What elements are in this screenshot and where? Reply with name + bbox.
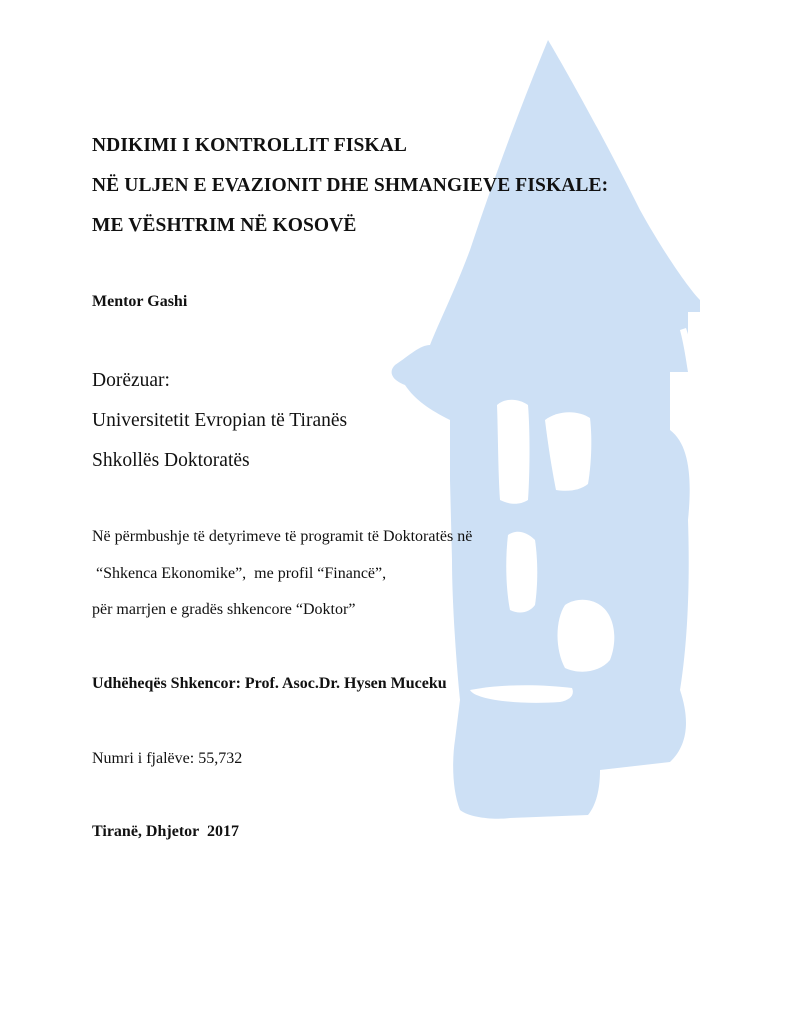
title-line-1: NDIKIMI I KONTROLLIT FISKAL: [92, 135, 407, 156]
submitted-label: Dorëzuar:: [92, 370, 170, 391]
school-name: Shkollës Doktoratës: [92, 450, 250, 471]
fulfillment-line-2: “Shkenca Ekonomike”, me profil “Financë”,: [92, 565, 387, 582]
fulfillment-line-3: për marrjen e gradës shkencore “Doktor”: [92, 601, 356, 618]
place-date: Tiranë, Dhjetor 2017: [92, 823, 239, 840]
author-name: Mentor Gashi: [92, 293, 188, 310]
fulfillment-line-1: Në përmbushje të detyrimeve të programit të Doktoratës në: [92, 528, 473, 545]
title-line-2: NË ULJEN E EVAZIONIT DHE SHMANGIEVE FISKALE:: [92, 175, 609, 196]
title-line-3: ME VËSHTRIM NË KOSOVË: [92, 215, 357, 236]
supervisor-line: Udhëheqës Shkencor: Prof. Asoc.Dr. Hysen Muceku: [92, 675, 447, 692]
institution-name: Universitetit Evropian të Tiranës: [92, 410, 348, 431]
word-count: Numri i fjalëve: 55,732: [92, 750, 243, 767]
